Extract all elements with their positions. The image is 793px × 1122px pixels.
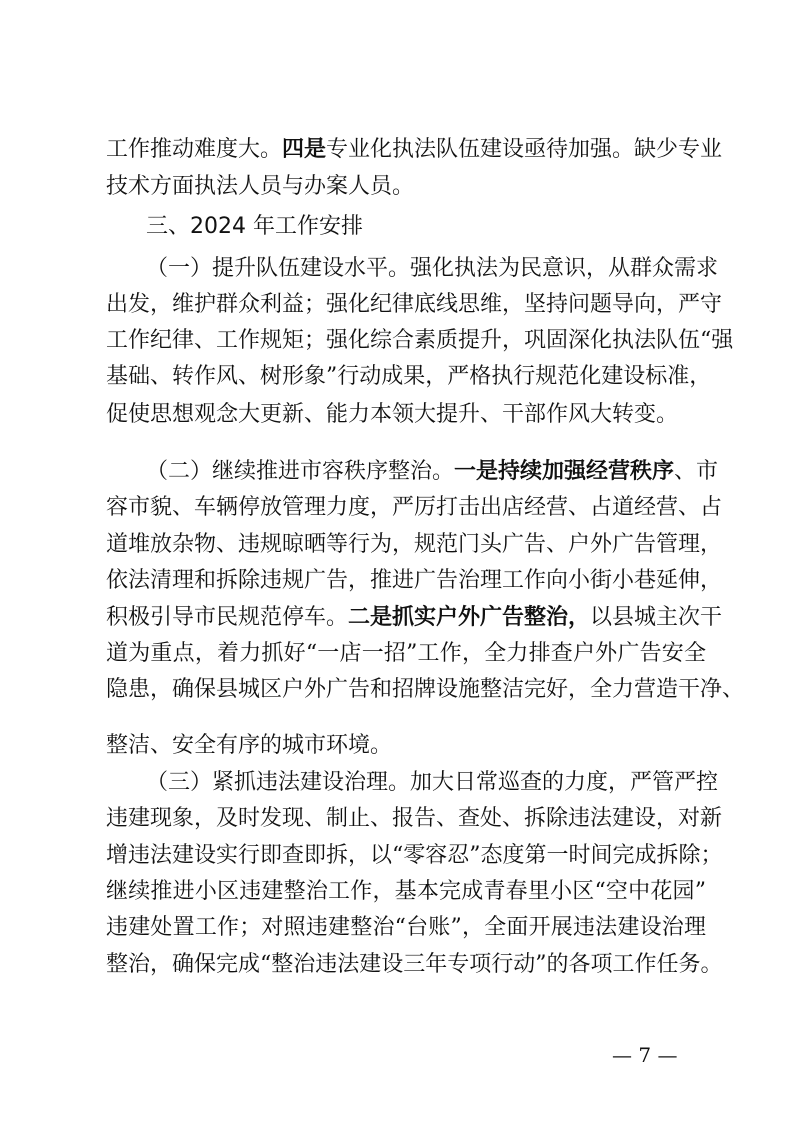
body-line: 出发，维护群众利益；强化纪律底线思维，坚持问题导向，严守 xyxy=(106,292,723,317)
body-line: 工作推动难度大。四是专业化执法队伍建设亟待加强。缺少专业 xyxy=(106,137,723,162)
body-line: 增违法建设实行即查即拆，以“零容忍”态度第一时间完成拆除； xyxy=(106,843,723,868)
section-heading: 三、2024 年工作安排 xyxy=(146,214,363,239)
body-line: 违建处置工作；对照违建整治“台账”，全面开展违法建设治理 xyxy=(106,915,706,940)
body-line: 积极引导市民规范停车。二是抓实户外广告整治，以县城主次干 xyxy=(106,605,723,630)
body-line: （一）提升队伍建设水平。强化执法为民意识，从群众需求 xyxy=(146,256,719,281)
body-line: 依法清理和拆除违规广告，推进广告治理工作向小街小巷延伸， xyxy=(106,568,723,593)
body-line: 道堆放杂物、违规晾晒等行为，规范门头广告、户外广告管理， xyxy=(106,532,723,557)
page-number: — 7 — xyxy=(612,1043,678,1067)
body-line: 整治，确保完成“整治违法建设三年专项行动”的各项工作任务。 xyxy=(106,952,723,977)
body-line: 整洁、安全有序的城市环境。 xyxy=(106,733,393,758)
body-line: （二）继续推进市容秩序整治。一是持续加强经营秩序、市 xyxy=(146,459,719,484)
body-line: 工作纪律、工作规矩；强化综合素质提升，巩固深化执法队伍“强 xyxy=(106,328,734,353)
body-line: 容市貌、车辆停放管理力度，严厉打击出店经营、占道经营、占 xyxy=(106,495,723,520)
body-line: 继续推进小区违建整治工作，基本完成青春里小区“空中花园” xyxy=(106,879,706,904)
body-line: 技术方面执法人员与办案人员。 xyxy=(106,174,415,199)
body-line: 促使思想观念大更新、能力本领大提升、干部作风大转变。 xyxy=(106,402,679,427)
body-line: 基础、转作风、树形象”行动成果，严格执行规范化建设标准， xyxy=(106,364,712,389)
body-line: 道为重点，着力抓好“一店一招”工作，全力排查户外广告安全 xyxy=(106,641,706,666)
body-line: 违建现象，及时发现、制止、报告、查处、拆除违法建设，对新 xyxy=(106,806,723,831)
body-line: （三）紧抓违法建设治理。加大日常巡查的力度，严管严控 xyxy=(146,770,719,795)
body-line: 隐患，确保县城区户外广告和招牌设施整洁完好，全力营造干净、 xyxy=(106,677,745,702)
